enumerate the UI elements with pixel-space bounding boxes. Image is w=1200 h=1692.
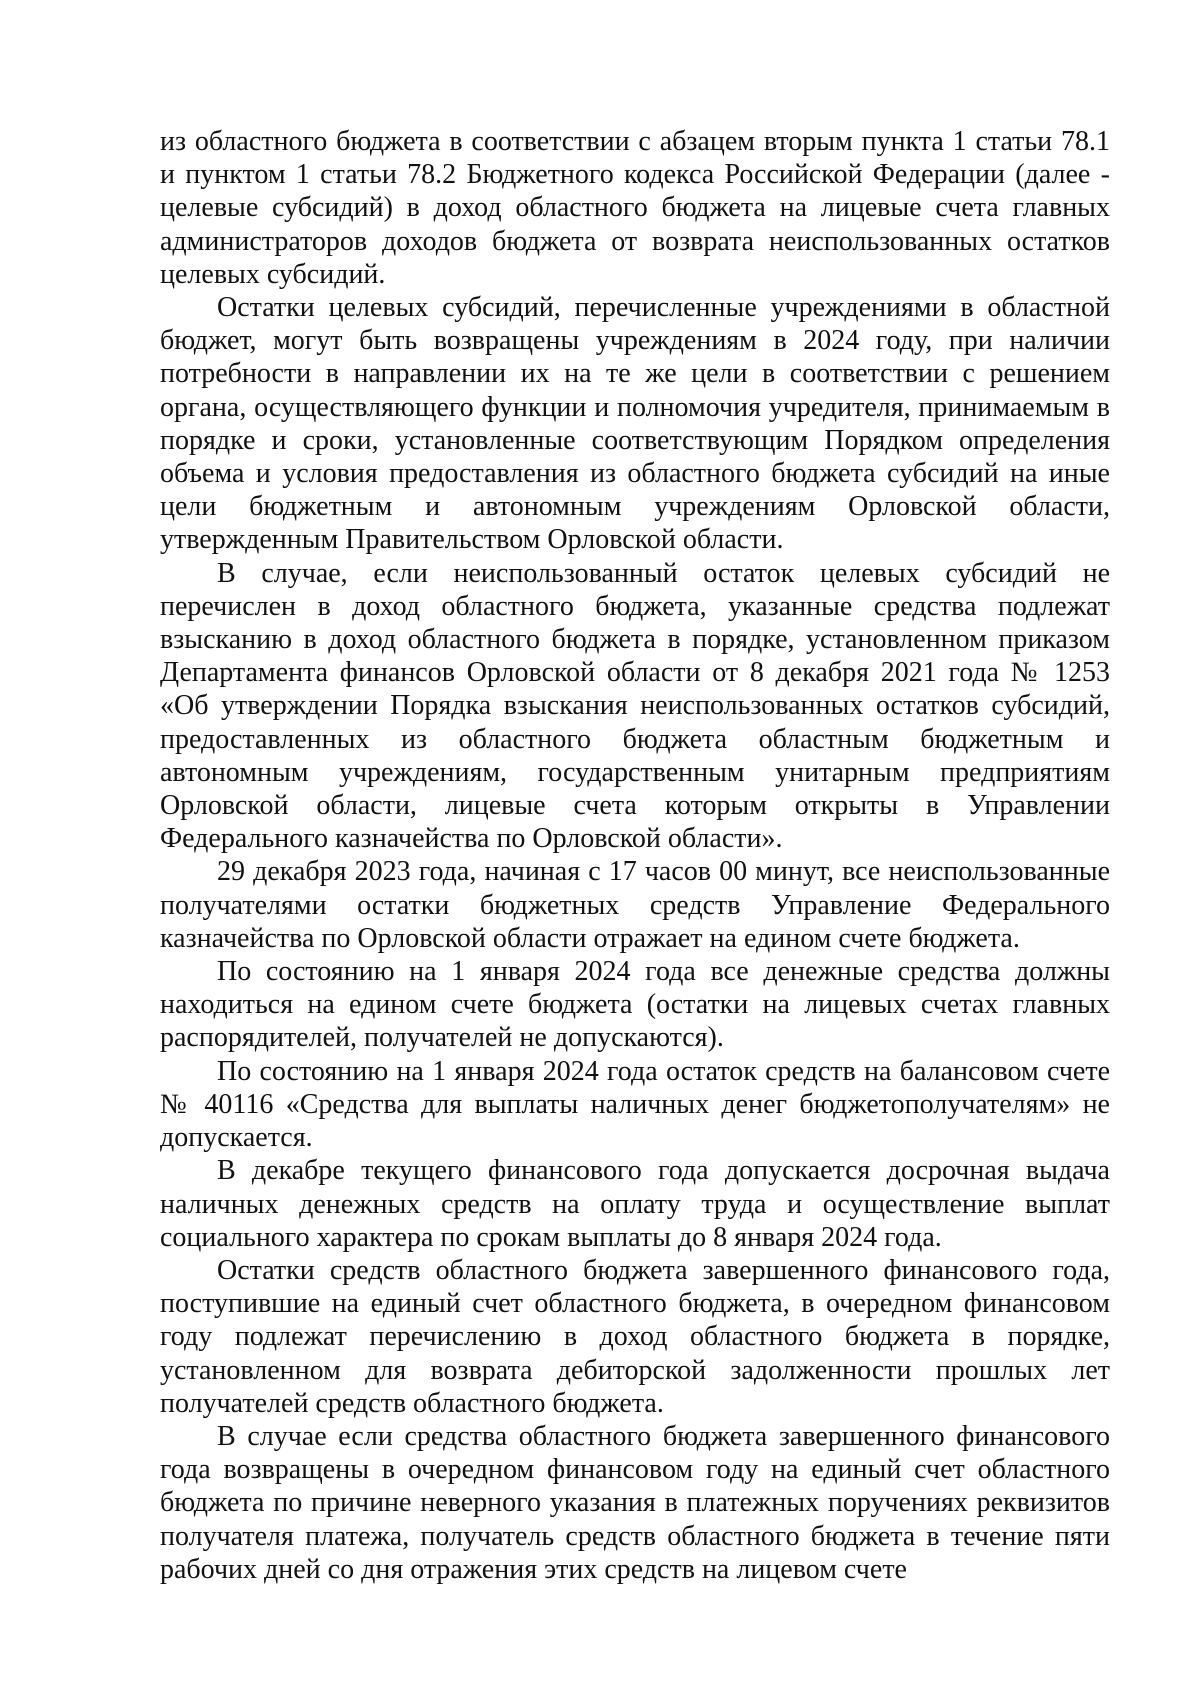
paragraph-collection-order: В случае, если неиспользованный остаток целевых субсидий не перечислен в доход областного бюджета, указанные средства подлежат взысканию в доход областного бюджета в порядке, установленном приказом Департамента финансов Орловской области от 8 декабря 2021 года № 1253 «Об утверждении Порядка взыскания неиспользованных остатков субсидий, предоставленных из областного бюджета областным бюджетным и автономным учреждениям, государственным унитарным предприятиям Орловской области, лицевые счета которым открыты в Управлении Федерального казначейства по Орловской области». [160,557,1110,855]
paragraph-early-payment: В декабре текущего финансового года допускается досрочная выдача наличных денежных средств на оплату труда и осуществление выплат социального характера по срокам выплаты до 8 января 2024 года. [160,1155,1110,1253]
paragraph-balance-account: По состоянию на 1 января 2024 года остаток средств на балансовом счете № 40116 «Средства для выплаты наличных денег бюджетополучателям» не допускается. [160,1055,1110,1154]
paragraph-subsidy-remainders: Остатки целевых субсидий, перечисленные учреждениями в областной бюджет, могут быть возвращены учреждениям в 2024 году, при наличии потребности в направлении их на те же цели в соответствии с решением органа, осуществляющего функции и полномочия учредителя, принимаемым в порядке и сроки, установленные соответствующим Порядком определения объема и условия предоставления из областного бюджета субсидий на иные цели бюджетным и автономным учреждениям Орловской области, утвержденным Правительством Орловской области. [160,292,1110,556]
paragraph-completed-year-remainders: Остатки средств областного бюджета завершенного финансового года, поступившие на единый счет областного бюджета, в очередном финансовом году подлежат перечислению в доход областного бюджета в порядке, установленном для возврата дебиторской задолженности прошлых лет получателей средств областного бюджета. [160,1254,1110,1419]
paragraph-single-account: По состоянию на 1 января 2024 года все денежные средства должны находиться на едином счете бюджета (остатки на лицевых счетах главных распорядителей, получателей не допускаются). [160,956,1110,1054]
document-body [160,125,1110,1586]
paragraph-wrong-details: В случае если средства областного бюджета завершенного финансового года возвращены в очередном финансовом году на единый счет областного бюджета по причине неверного указания в платежных поручениях реквизитов получателя платежа, получатель средств областного бюджета в течение пяти рабочих дней со дня отражения этих средств на лицевом счете [160,1420,1110,1585]
paragraph-december-29: 29 декабря 2023 года, начиная с 17 часов 00 минут, все неиспользованные получателями остатки бюджетных средств Управление Федерального казначейства по Орловской области отражает на едином счете бюджета. [160,856,1110,954]
paragraph-subsidy-return: из областного бюджета в соответствии с абзацем вторым пункта 1 статьи 78.1 и пунктом 1 статьи 78.2 Бюджетного кодекса Российской Федерации (далее - целевые субсидий) в доход областного бюджета на лицевые счета главных администраторов доходов бюджета от возврата неиспользованных остатков целевых субсидий. [160,126,1110,290]
